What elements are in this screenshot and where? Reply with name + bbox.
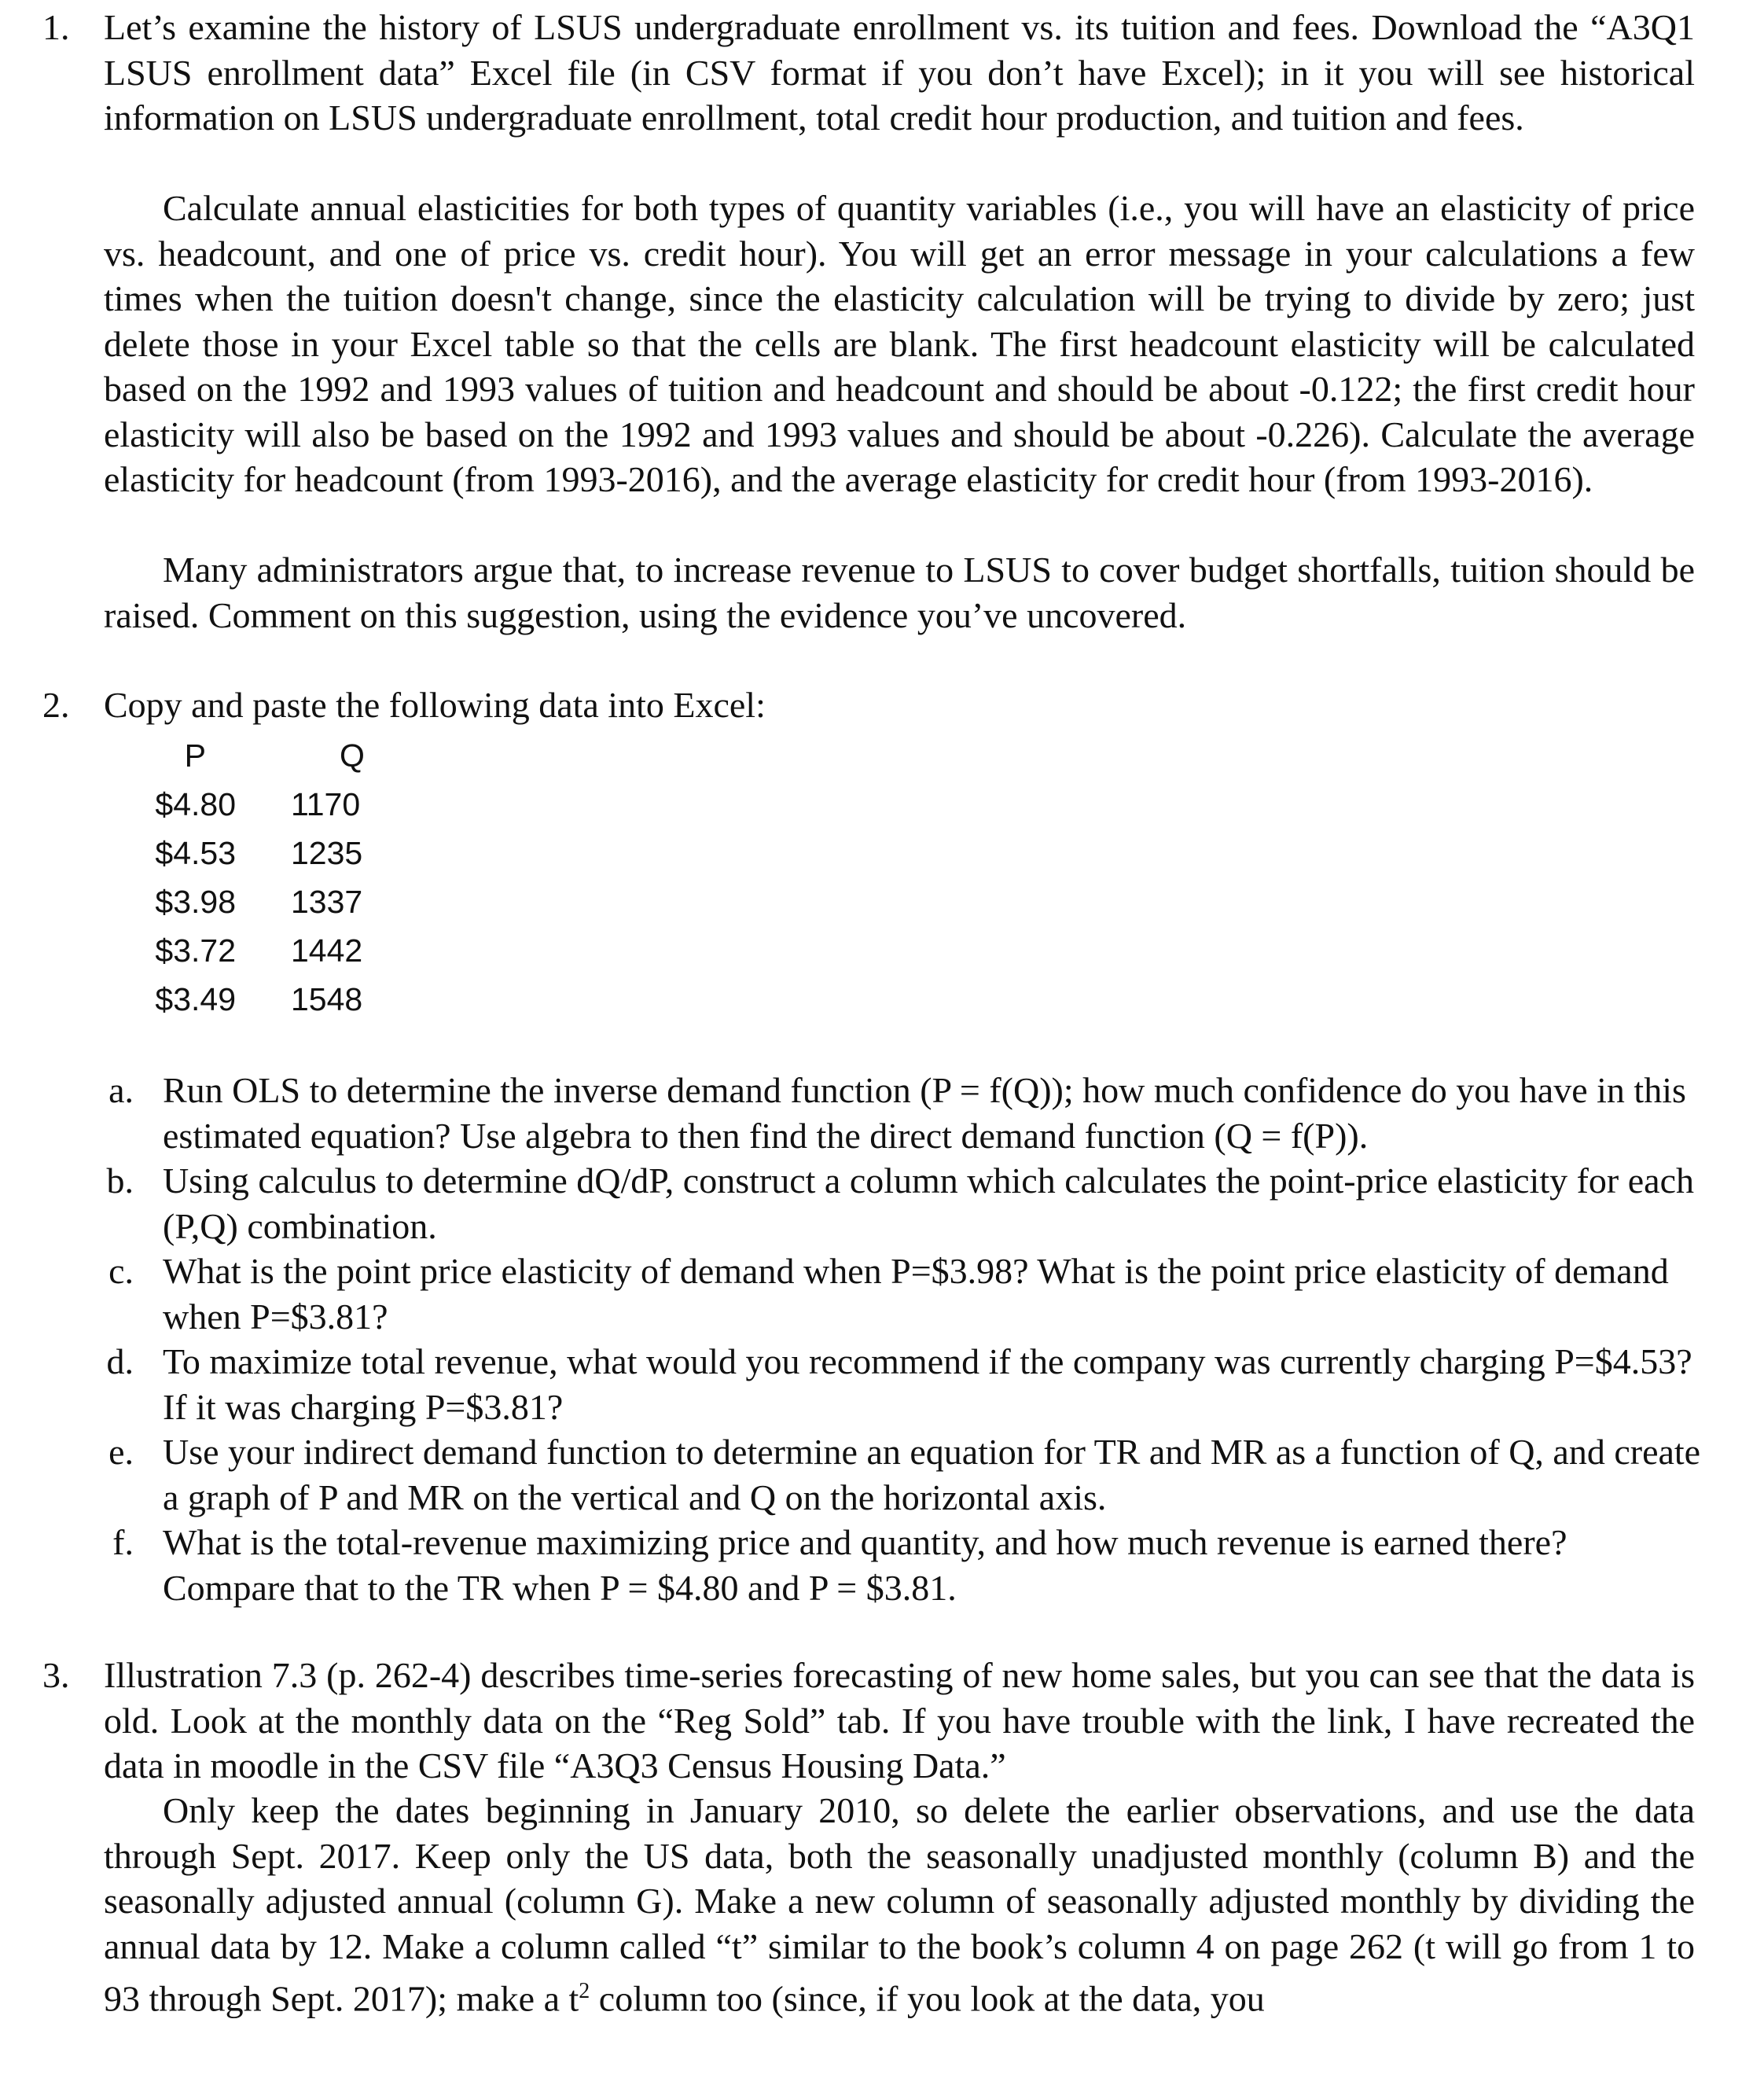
subitem-letter: e. bbox=[108, 1432, 134, 1472]
subitem-text: Using calculus to determine dQ/dP, construct a column which calculates the point-price elasticity for each (P,Q) combination. bbox=[163, 1160, 1694, 1246]
table-cell-price: $3.49 bbox=[155, 981, 236, 1017]
subitem-letter: b. bbox=[106, 1160, 134, 1201]
table-cell-quantity: 1235 bbox=[291, 835, 363, 871]
subitem-letter: a. bbox=[108, 1070, 134, 1110]
table-cell-quantity: 1337 bbox=[291, 884, 363, 920]
paragraph-text-before-superscript: Only keep the dates beginning in January 2010, so delete the earlier observations, and use the data through Sept. 2017. Keep only the US data, both the seasonally unadjusted monthly (column B) and the seasonally adjusted annual (column G). Make a new column of seasonally adjusted monthly by dividing the annual data by 12. Make a column called “t” similar to the book’s column 4 on page 262 (t will go from 1 to 93 through Sept. 2017); make a t bbox=[104, 1790, 1695, 2019]
table-header-row bbox=[118, 737, 385, 785]
question-2-paragraph-1: Copy and paste the following data into Excel: bbox=[104, 685, 766, 725]
table-header-p: P bbox=[184, 737, 206, 774]
subitem-text: What is the point price elasticity of demand when P=$3.98? What is the point price elasticity of demand when P=$3.81? bbox=[163, 1251, 1669, 1337]
superscript-2: 2 bbox=[579, 1979, 590, 2003]
question-number: 1. bbox=[42, 7, 70, 47]
table-row bbox=[118, 786, 385, 833]
table-row bbox=[118, 932, 385, 980]
subitem-text: Use your indirect demand function to determine an equation for TR and MR as a function of Q, and create a graph of P and MR on the vertical and Q on the horizontal axis. bbox=[163, 1432, 1701, 1517]
table-cell-price: $4.53 bbox=[155, 835, 236, 871]
subitem-letter: f. bbox=[112, 1522, 134, 1562]
subitem-text: Run OLS to determine the inverse demand function (P = f(Q)); how much confidence do you have in this estimated equation? Use algebra to then find the direct demand function (Q = f(P)). bbox=[163, 1070, 1686, 1156]
table-cell-quantity: 1442 bbox=[291, 932, 363, 969]
question-number: 2. bbox=[42, 685, 70, 725]
question-1-paragraph-1: Let’s examine the history of LSUS undergraduate enrollment vs. its tuition and fees. Download the “A3Q1 LSUS enrollment data” Excel file (in CSV format if you don’t have Excel); in it you will see historical information on LSUS undergraduate enrollment, total credit hour production, and tuition and fees. bbox=[104, 7, 1695, 138]
question-3-paragraph-2 bbox=[104, 1788, 1695, 2021]
table-cell-quantity: 1548 bbox=[291, 981, 363, 1017]
subitem-text: To maximize total revenue, what would you recommend if the company was currently charging P=$4.53? If it was charging P=$3.81? bbox=[163, 1341, 1692, 1427]
paragraph-text-after-superscript: column too (since, if you look at the data, you bbox=[590, 1978, 1265, 2019]
table-cell-price: $3.72 bbox=[155, 932, 236, 969]
question-3-paragraph-1: Illustration 7.3 (p. 262-4) describes time-series forecasting of new home sales, but you can see that the data is old. Look at the monthly data on the “Reg Sold” tab. If you have trouble with the link, I have recreated the data in moodle in the CSV file “A3Q3 Census Housing Data.” bbox=[104, 1655, 1695, 1786]
table-row bbox=[118, 884, 385, 931]
table-row bbox=[118, 835, 385, 882]
question-1-paragraph-3: Many administrators argue that, to increase revenue to LSUS to cover budget shortfalls, tuition should be raised. Comment on this suggestion, using the evidence you’ve uncovered. bbox=[104, 550, 1695, 635]
table-header-q: Q bbox=[340, 737, 365, 774]
table-cell-quantity: 1170 bbox=[291, 786, 361, 822]
subitem-text: What is the total-revenue maximizing price and quantity, and how much revenue is earned there? Compare that to the TR when P = $4.80 and P = $3.81. bbox=[163, 1522, 1567, 1608]
subitem-letter: c. bbox=[108, 1251, 134, 1291]
subitem-letter: d. bbox=[106, 1341, 134, 1381]
question-number: 3. bbox=[42, 1655, 70, 1695]
table-cell-price: $3.98 bbox=[155, 884, 236, 920]
table-cell-price: $4.80 bbox=[155, 786, 236, 822]
table-row bbox=[118, 981, 385, 1028]
question-1-paragraph-2: Calculate annual elasticities for both types of quantity variables (i.e., you will have an elasticity of price vs. headcount, and one of price vs. credit hour). You will get an error message in your calculations a few times when the tuition doesn't change, since the elasticity calculation will be trying to divide by zero; just delete those in your Excel table so that the cells are blank. The first headcount elasticity will be calculated based on the 1992 and 1993 values of tuition and headcount and should be about -0.122; the first credit hour elasticity will also be based on the 1992 and 1993 values and should be about -0.226). Calculate the average elasticity for headcount (from 1993-2016), and the average elasticity for credit hour (from 1993-2016). bbox=[104, 188, 1695, 499]
